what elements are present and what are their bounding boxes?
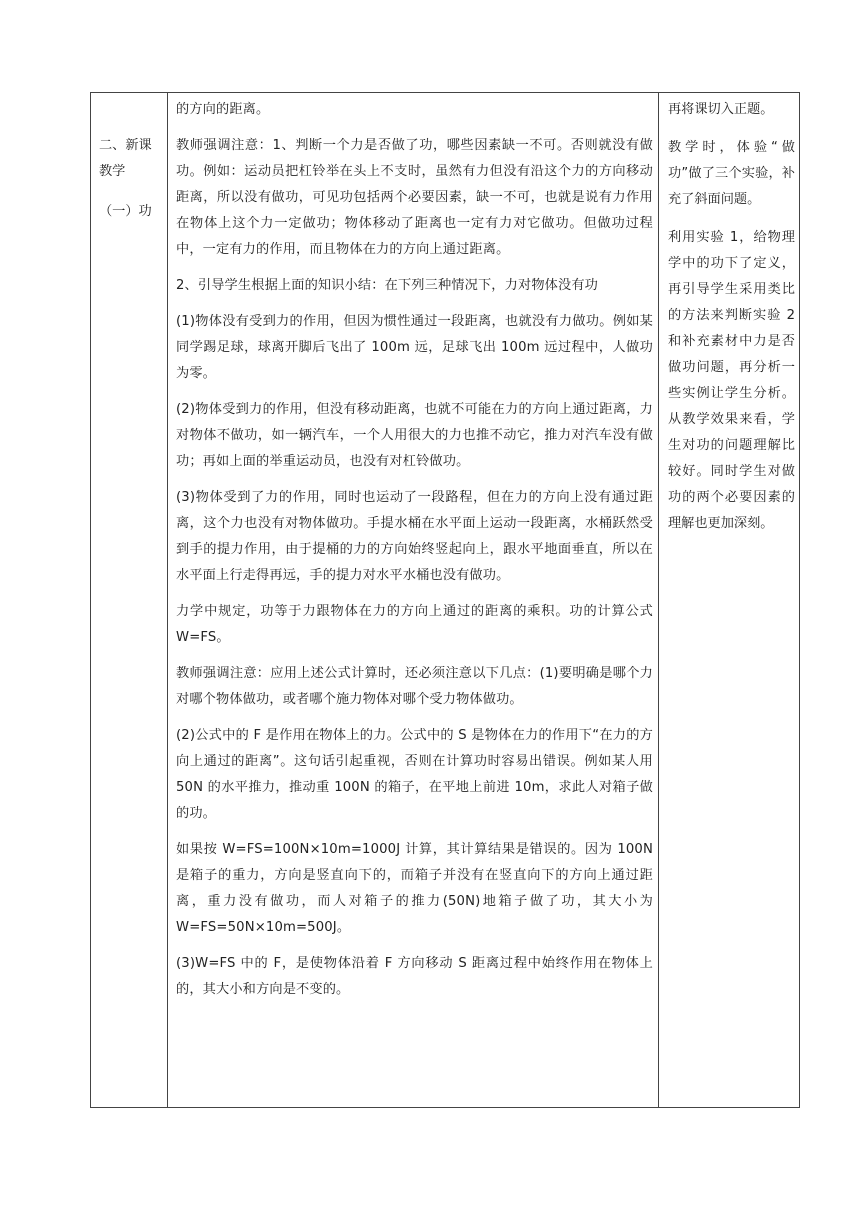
lesson-table xyxy=(90,92,800,1108)
content-paragraph: (2)公式中的 F 是作用在物体上的力。公式中的 S 是物体在力的作用下“在力的方向上通过的距离”。这句话引起重视，否则在计算功时容易出错误。例如某人用 50N 的水平推力，推动重 100N 的箱子，在平地上前进 10m，求此人对箱子做的功。 xyxy=(176,728,653,821)
content-paragraph: (2)物体受到力的作用，但没有移动距离，也就不可能在力的方向上通过距离，力对物体不做功，如一辆汽车，一个人用很大的力也推不动它，推力对汽车没有做功；再如上面的举重运动员，也没有对杠铃做功。 xyxy=(176,402,653,469)
section-label-line: 二、新课 xyxy=(99,138,152,153)
content-paragraph: 2、引导学生根据上面的知识小结：在下列三种情况下，力对物体没有功 xyxy=(176,278,598,293)
section-label-line: 教学 xyxy=(99,164,126,179)
section-label-column xyxy=(91,93,168,225)
content-paragraph: (3)物体受到了力的作用，同时也运动了一段路程，但在力的方向上没有通过距离，这个力也没有对物体做功。手提水桶在水平面上运动一段距离，水桶跃然受到手的提力作用，由于提桶的力的方向始终竖起向上，跟水平地面垂直，所以在水平面上行走得再远，手的提力对水平水桶也没有做功。 xyxy=(176,490,653,583)
content-column xyxy=(168,93,659,1013)
section-label-line: （一）功 xyxy=(99,204,152,219)
content-paragraph: (1)物体没有受到力的作用，但因为惯性通过一段距离，也就没有力做功。例如某同学踢足球，球离开脚后飞出了 100m 远，足球飞出 100m 远过程中，人做功为零。 xyxy=(176,314,653,381)
reflection-paragraph: 利用实验 1，给物理学中的功下了定义，再引导学生采用类比的方法来判断实验 2 和补充素材中力是否做功问题，再分析一些实例让学生分析。从教学效果来看，学生对功的问题理解比较好。同时学生对做功的两个必要因素的理解也更加深刻。 xyxy=(668,230,795,531)
content-paragraph: 教师强调注意：应用上述公式计算时，还必须注意以下几点：(1)要明确是哪个力对哪个物体做功，或者哪个施力物体对哪个受力物体做功。 xyxy=(176,666,653,707)
content-paragraph: 的方向的距离。 xyxy=(176,102,270,117)
reflection-paragraph: 教学时，体验“做功”做了三个实验，补充了斜面问题。 xyxy=(668,140,795,207)
content-paragraph: 如果按 W=FS=100N×10m=1000J 计算，其计算结果是错误的。因为 100N 是箱子的重力，方向是竖直向下的，而箱子并没有在竖直向下的方向上通过距离，重力没有做功，而人对箱子的推力(50N)地箱子做了功，其大小为 W=FS=50N×10m=500J。 xyxy=(176,842,653,935)
content-paragraph: 教师强调注意：1、判断一个力是否做了功，哪些因素缺一不可。否则就没有做功。例如：运动员把杠铃举在头上不支时，虽然有力但没有沿这个力的方向移动距离，所以没有做功，可见功包括两个必要因素，缺一不可，也就是说有力作用在物体上这个力一定做功；物体移动了距离也一定有力对它做功。但做功过程中，一定有力的作用，而且物体在力的方向上通过距离。 xyxy=(176,138,653,257)
content-paragraph: (3)W=FS 中的 F，是使物体沿着 F 方向移动 S 距离过程中始终作用在物体上的，其大小和方向是不变的。 xyxy=(176,956,653,997)
content-paragraph: 力学中规定，功等于力跟物体在力的方向上通过的距离的乘积。功的计算公式 W=FS。 xyxy=(176,604,653,645)
reflection-paragraph: 再将课切入正题。 xyxy=(668,102,774,117)
reflection-column xyxy=(659,93,801,549)
